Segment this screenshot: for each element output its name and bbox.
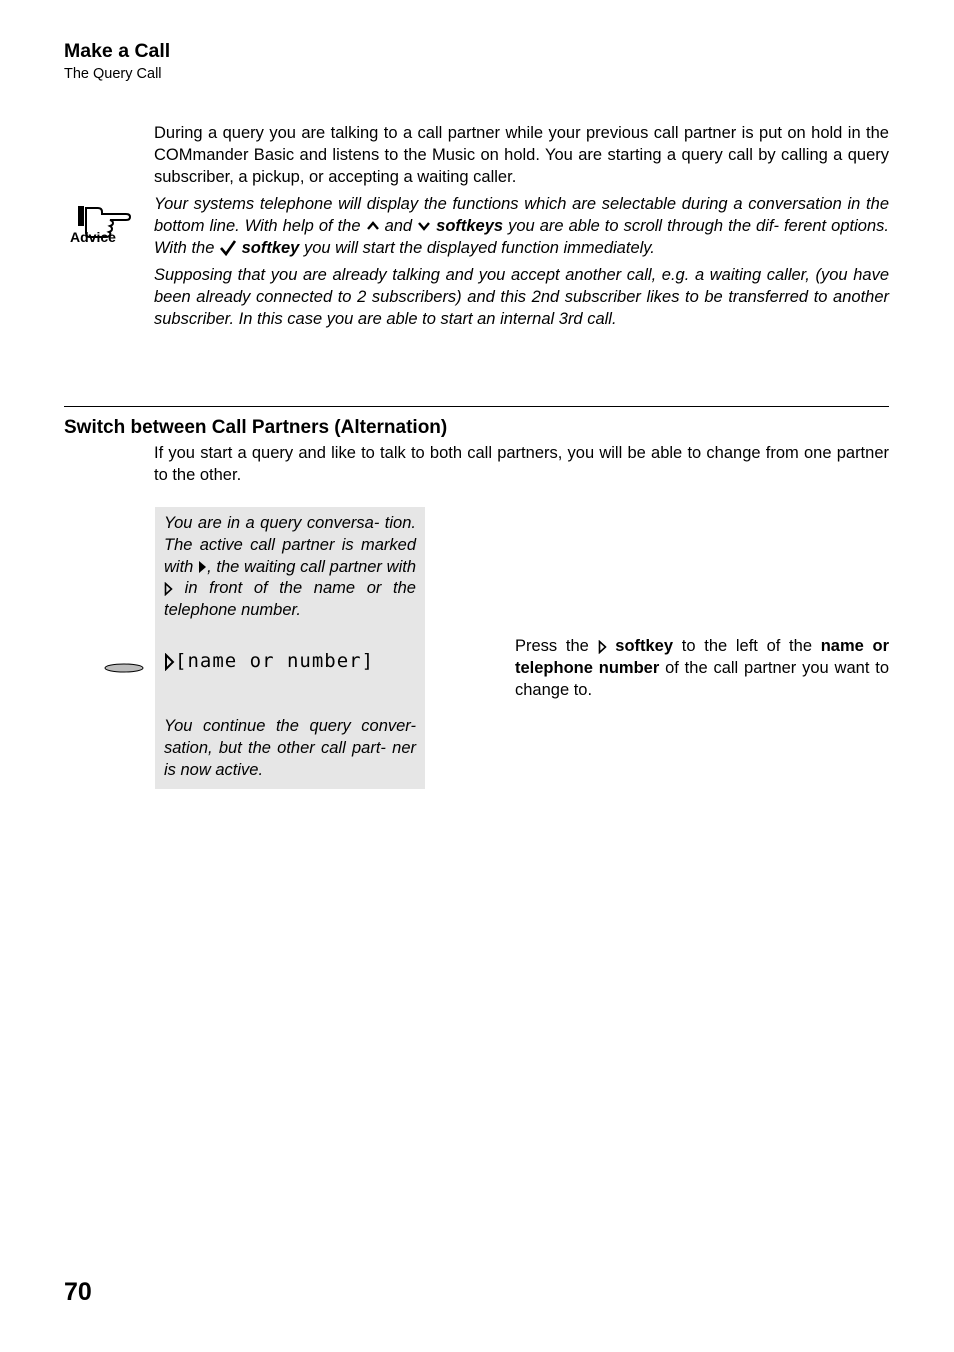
lcd-text: [name or number] xyxy=(175,650,375,672)
display-box-description xyxy=(164,513,416,622)
page-header-title: Make a Call xyxy=(64,40,171,62)
checkmark-icon xyxy=(219,240,237,256)
display-desc-a: You are in a query conversa- tion. The active call partner is marked with xyxy=(164,514,416,576)
outline-triangle-icon xyxy=(164,653,175,671)
intro-paragraph: During a query you are talking to a call partner while your previous call partner is put on hold in the COMmander Basic and listens to the Music on hold. You are starting a query call by calling a query subscriber, a pickup, or accepting a waiting caller. xyxy=(154,124,889,186)
display-desc-c: in front of the name or the telephone number. xyxy=(164,579,416,620)
section-title: Switch between Call Partners (Alternation) xyxy=(64,417,448,438)
instruction-c: of the call partner you want to change to. xyxy=(515,658,889,699)
outline-triangle-icon xyxy=(164,582,173,596)
advice-and: and xyxy=(384,216,413,235)
advice-softkeys: softkeys xyxy=(436,216,504,235)
advice-text xyxy=(154,194,889,337)
instruction-a: Press the xyxy=(515,637,589,655)
instruction-b: to the left of the xyxy=(681,637,812,655)
up-arrow-icon xyxy=(366,220,380,232)
softkey-button-icon xyxy=(104,663,144,673)
instruction-name-or-number: name or telephone number xyxy=(515,637,890,677)
advice-text-c: you will start the displayed function immediately. xyxy=(303,238,655,257)
page-header-subtitle: The Query Call xyxy=(64,66,162,82)
advice-softkey: softkey xyxy=(241,238,300,257)
section-divider xyxy=(64,406,889,407)
down-arrow-icon xyxy=(417,220,431,232)
section-intro: If you start a query and like to talk to both call partners, you will be able to change from one partner to the other. xyxy=(154,444,889,484)
filled-triangle-icon xyxy=(198,560,207,574)
instruction-text xyxy=(515,636,889,701)
advice-paragraph-1 xyxy=(154,194,889,259)
instruction-softkey: softkey xyxy=(615,637,674,655)
advice-text-b: you are able to scroll through the dif- ferent options. With the xyxy=(154,216,889,257)
advice-label: Advice xyxy=(70,229,116,245)
outline-triangle-icon xyxy=(598,640,607,654)
advice-paragraph-2: Supposing that you are already talking and you accept another call, e.g. a waiting caller, (you have been already connected to 2 subscribers) and this 2nd subscriber likes to be transferred to another subscriber. In this case you are able to start an internal 3rd call. xyxy=(154,266,889,328)
display-box-result: You continue the query conver- sation, but the other call part- ner is now active. xyxy=(164,717,416,779)
lcd-display-line xyxy=(164,650,374,672)
advice-text-a: Your systems telephone will display the functions which are selectable during a conversation in the bottom line. With help of the xyxy=(154,195,889,235)
page-number: 70 xyxy=(64,1278,92,1306)
display-desc-b: , the waiting call partner with xyxy=(207,557,416,576)
